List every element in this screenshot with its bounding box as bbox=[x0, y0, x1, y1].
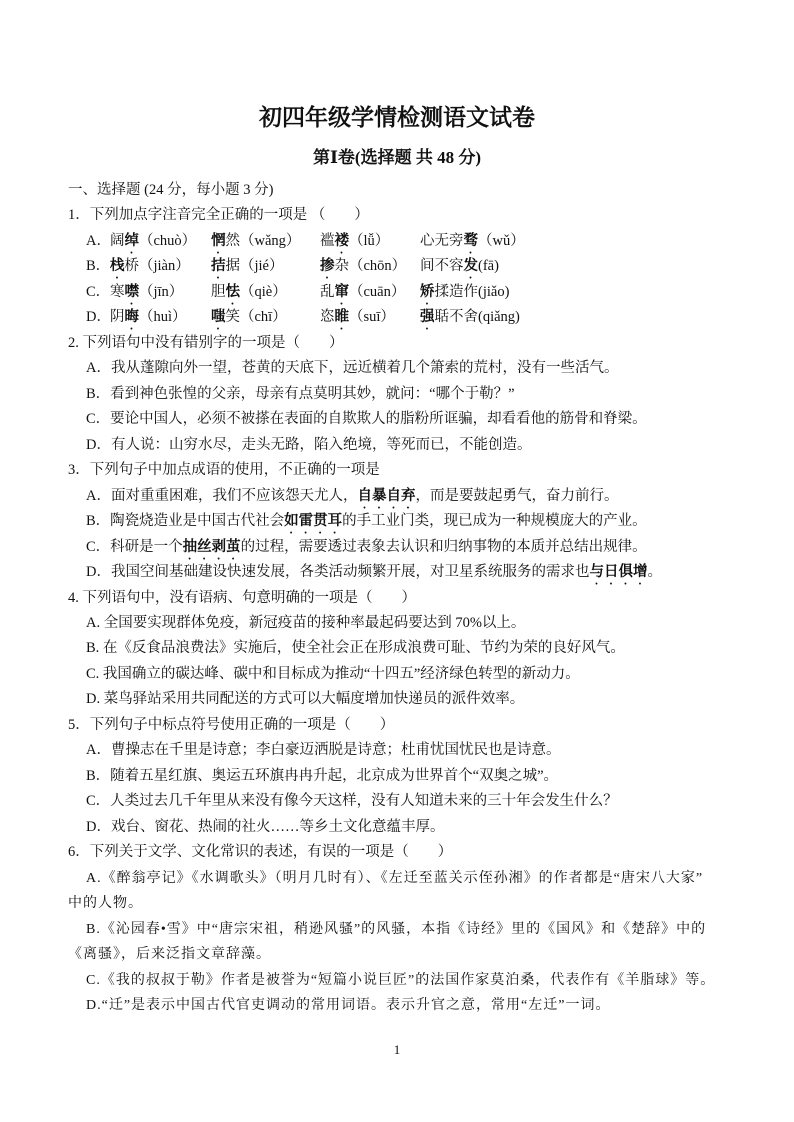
term-text: （qiè） bbox=[240, 283, 287, 300]
option-text: 。 bbox=[647, 564, 662, 581]
term-text: （chuò） bbox=[139, 232, 197, 249]
dotted-character: 惘 bbox=[211, 232, 226, 249]
pinyin-term bbox=[320, 229, 420, 257]
option-label: A. bbox=[86, 614, 104, 631]
option-text: 陶瓷烧造业是中国古代社会 bbox=[110, 513, 285, 530]
term-text: 恣 bbox=[320, 309, 335, 326]
question-stem-4: 4. 下列语句中，没有语病、句意明确的一项是（ ） bbox=[68, 589, 416, 606]
question-stem-2: 2. 下列语句中没有错别字的一项是（ ） bbox=[68, 334, 344, 351]
option-b bbox=[68, 254, 738, 279]
dotted-character: 噤 bbox=[124, 283, 139, 300]
option-text: 《我的叔叔于勒》作者是被誉为“短篇小说巨匠”的法国作家莫泊桑，代表作有《羊脂球》等。 bbox=[100, 972, 716, 988]
option-b bbox=[68, 764, 738, 789]
dotted-character: 晦 bbox=[124, 309, 139, 326]
term-text: 笑（chī） bbox=[225, 309, 287, 326]
option-a bbox=[68, 484, 738, 509]
dotted-character: 发 bbox=[463, 258, 478, 275]
option-a-continuation bbox=[68, 891, 738, 916]
term-text: 然（wǎng） bbox=[225, 232, 301, 249]
term-text: （cuān） bbox=[349, 283, 406, 300]
option-a bbox=[68, 611, 738, 636]
term-text: 乱 bbox=[320, 283, 335, 300]
page-number: 1 bbox=[393, 1042, 401, 1057]
question-stem-6: 6．下列关于文学、文化常识的表述，有误的一项是（ ） bbox=[68, 844, 453, 861]
dotted-character: 绰 bbox=[124, 232, 139, 249]
option-b bbox=[68, 636, 738, 661]
pinyin-term bbox=[420, 229, 525, 257]
option-label: C． bbox=[86, 793, 111, 810]
option-c bbox=[68, 280, 738, 305]
option-text: “迁”是表示中国古代官吏调动的常用词语。表示升官之意，常用“左迁”一词。 bbox=[101, 998, 611, 1013]
pinyin-term bbox=[211, 254, 320, 282]
option-label: C. bbox=[86, 665, 103, 682]
option-label: B. bbox=[86, 640, 103, 657]
option-label: B． bbox=[86, 258, 111, 275]
term-text: （huì） bbox=[139, 309, 187, 326]
pinyin-term bbox=[420, 280, 509, 308]
term-text: 心无旁 bbox=[420, 232, 464, 249]
option-text: 要论中国人，必须不被搽在表面的自欺欺人的脂粉所诓骗，却看看他的筋骨和脊梁。 bbox=[110, 411, 647, 428]
option-a bbox=[68, 738, 738, 763]
dotted-idiom: 与日俱增 bbox=[589, 564, 648, 581]
pinyin-term bbox=[211, 305, 320, 333]
option-label: D． bbox=[86, 309, 111, 326]
option-label: D. bbox=[86, 691, 104, 708]
option-d bbox=[68, 993, 738, 1018]
term-text: 据（jié） bbox=[225, 258, 284, 275]
option-label: A． bbox=[86, 742, 111, 759]
page-title: 初四年级学情检测语文试卷 bbox=[259, 105, 535, 130]
option-c bbox=[68, 535, 738, 560]
term-text: 胆 bbox=[211, 283, 226, 300]
option-d bbox=[68, 433, 738, 458]
option-label: C. bbox=[86, 972, 101, 988]
option-d bbox=[68, 305, 738, 330]
option-label: D． bbox=[86, 436, 111, 453]
option-text: 面对重重困难，我们不应该怨天尤人， bbox=[110, 487, 358, 504]
dotted-character: 掺 bbox=[320, 258, 335, 275]
pinyin-term bbox=[320, 280, 420, 308]
pinyin-term bbox=[320, 305, 420, 333]
option-b bbox=[68, 382, 738, 407]
option-label: B． bbox=[86, 767, 111, 784]
term-text: (fā) bbox=[478, 258, 499, 275]
term-text: 阔 bbox=[110, 232, 125, 249]
dotted-idiom: 如雷贯耳 bbox=[284, 513, 343, 530]
option-text: 我从蓬隙向外一望，苍黄的天底下，远近横着几个箫索的荒村，没有一些活气。 bbox=[110, 360, 619, 377]
section-heading: 一、选择题 (24 分，每小题 3 分) bbox=[68, 182, 274, 198]
option-label: A． bbox=[86, 487, 111, 504]
option-label: A． bbox=[86, 360, 111, 377]
option-a bbox=[68, 866, 738, 891]
question-list bbox=[68, 203, 738, 1018]
option-d bbox=[68, 815, 738, 840]
dotted-idiom: 自暴自弃 bbox=[357, 487, 416, 504]
option-text: 在《反食品浪费法》实施后，使全社会正在形成浪费可耻、节约为荣的良好风气。 bbox=[102, 640, 625, 657]
pinyin-term bbox=[110, 280, 211, 308]
pinyin-term bbox=[420, 305, 520, 333]
option-text: 看到神色张惶的父亲，母亲有点莫明其妙，就问：“哪个于勒？” bbox=[110, 385, 515, 402]
option-c bbox=[68, 407, 738, 432]
term-text: （jīn） bbox=[139, 283, 184, 300]
term-text: 聒不舍(qiǎng) bbox=[434, 309, 520, 326]
dotted-character: 怯 bbox=[225, 283, 240, 300]
option-text: 全国要实现群体免疫，新冠疫苗的接种率最起码要达到 70%以上。 bbox=[103, 614, 526, 631]
option-label: A. bbox=[86, 870, 102, 886]
option-label: A． bbox=[86, 232, 111, 249]
option-label: B． bbox=[86, 385, 111, 402]
term-text: 杂（chōn） bbox=[334, 258, 407, 275]
option-text: 《离骚》，后来泛指文章辞藻。 bbox=[68, 947, 271, 963]
term-text: （lǚ） bbox=[349, 232, 390, 249]
term-text: 阴 bbox=[110, 309, 125, 326]
dotted-character: 栈 bbox=[110, 258, 125, 275]
dotted-character: 窜 bbox=[334, 283, 349, 300]
option-text: 戏台、窗花、热闹的社火……等乡土文化意蕴丰厚。 bbox=[110, 818, 445, 835]
term-text: 寒 bbox=[110, 283, 125, 300]
term-text: （suī） bbox=[349, 309, 395, 326]
option-text: 的手工业门类，现已成为一种规模庞大的产业。 bbox=[342, 513, 647, 530]
option-label: D． bbox=[86, 564, 111, 581]
dotted-idiom: 抽丝剥茧 bbox=[182, 538, 241, 555]
option-text: 随着五星红旗、奥运五环旗冉冉升起，北京成为世界首个“双奥之城”。 bbox=[110, 767, 559, 784]
option-b bbox=[68, 509, 738, 534]
option-text: 曹操志在千里是诗意；李白豪迈洒脱是诗意；杜甫忧国忧民也是诗意。 bbox=[110, 742, 561, 759]
option-text: 中的人物。 bbox=[68, 896, 143, 912]
pinyin-term bbox=[211, 280, 320, 308]
option-a bbox=[68, 356, 738, 381]
pinyin-term bbox=[320, 254, 420, 282]
option-text: ，而是要鼓起勇气，奋力前行。 bbox=[415, 487, 619, 504]
dotted-character: 矫 bbox=[420, 283, 435, 300]
option-d bbox=[68, 687, 738, 712]
pinyin-term bbox=[110, 254, 211, 282]
pinyin-term bbox=[110, 229, 211, 257]
option-text: 人类过去几千年里从来没有像今天这样，没有人知道未来的三十年会发生什么？ bbox=[110, 793, 618, 810]
option-b bbox=[68, 917, 738, 942]
pinyin-term bbox=[110, 305, 211, 333]
option-text: 《醉翁亭记》《水调歌头》（明月几时有）、《左迁至蓝关示侄孙湘》的作者都是“唐宋八大家” bbox=[101, 870, 704, 886]
dotted-character: 嗤 bbox=[211, 309, 226, 326]
option-label: B. bbox=[86, 921, 101, 937]
option-a bbox=[68, 229, 738, 254]
option-c bbox=[68, 968, 738, 993]
option-text: 科研是一个 bbox=[110, 538, 183, 555]
option-label: C． bbox=[86, 538, 111, 555]
term-text: 间不容 bbox=[420, 258, 464, 275]
page-subtitle: 第Ⅰ卷(选择题 共 48 分) bbox=[312, 148, 482, 167]
option-label: D. bbox=[86, 998, 102, 1013]
dotted-character: 拮 bbox=[211, 258, 226, 275]
option-text: 我国确立的碳达峰、碳中和目标成为推动“十四五”经济绿色转型的新动力。 bbox=[102, 665, 580, 682]
option-b-continuation bbox=[68, 942, 738, 967]
option-c bbox=[68, 789, 738, 814]
option-c bbox=[68, 662, 738, 687]
term-text: 揉造作(jiǎo) bbox=[434, 283, 510, 300]
term-text: 褴 bbox=[320, 232, 335, 249]
option-text: 我国空间基础建设快速发展，各类活动频繁开展，对卫星系统服务的需求也 bbox=[110, 564, 590, 581]
question-stem-3: 3．下列句子中加点成语的使用，不正确的一项是 bbox=[68, 462, 380, 479]
option-d bbox=[68, 560, 738, 585]
pinyin-term bbox=[211, 229, 320, 257]
dotted-character: 褛 bbox=[334, 232, 349, 249]
option-text: 《沁园春•雪》中“唐宗宋祖，稍逊风骚”的风骚，本指《诗经》里的《国风》和《楚辞》中的 bbox=[100, 921, 707, 937]
option-text: 菜鸟驿站采用共同配送的方式可以大幅度增加快递员的派件效率。 bbox=[103, 691, 525, 708]
option-label: C． bbox=[86, 283, 111, 300]
question-stem-1: 1．下列加点字注音完全正确的一项是 （ ） bbox=[68, 207, 369, 224]
dotted-character: 睢 bbox=[334, 309, 349, 326]
question-stem-5: 5．下列句子中标点符号使用正确的一项是（ ） bbox=[68, 716, 395, 733]
option-label: C． bbox=[86, 411, 111, 428]
dotted-character: 骛 bbox=[463, 232, 478, 249]
term-text: 桥（jiàn） bbox=[124, 258, 190, 275]
exam-body bbox=[68, 178, 738, 1018]
pinyin-term bbox=[420, 254, 499, 282]
option-text: 的过程，需要透过表象去认识和归纳事物的本质并总结出规律。 bbox=[240, 538, 647, 555]
dotted-character: 强 bbox=[420, 309, 435, 326]
option-label: D． bbox=[86, 818, 111, 835]
option-text: 有人说：山穷水尽，走头无路，陷入绝境，等死而已，不能创造。 bbox=[110, 436, 532, 453]
term-text: （wǔ） bbox=[478, 232, 525, 249]
option-label: B． bbox=[86, 513, 111, 530]
